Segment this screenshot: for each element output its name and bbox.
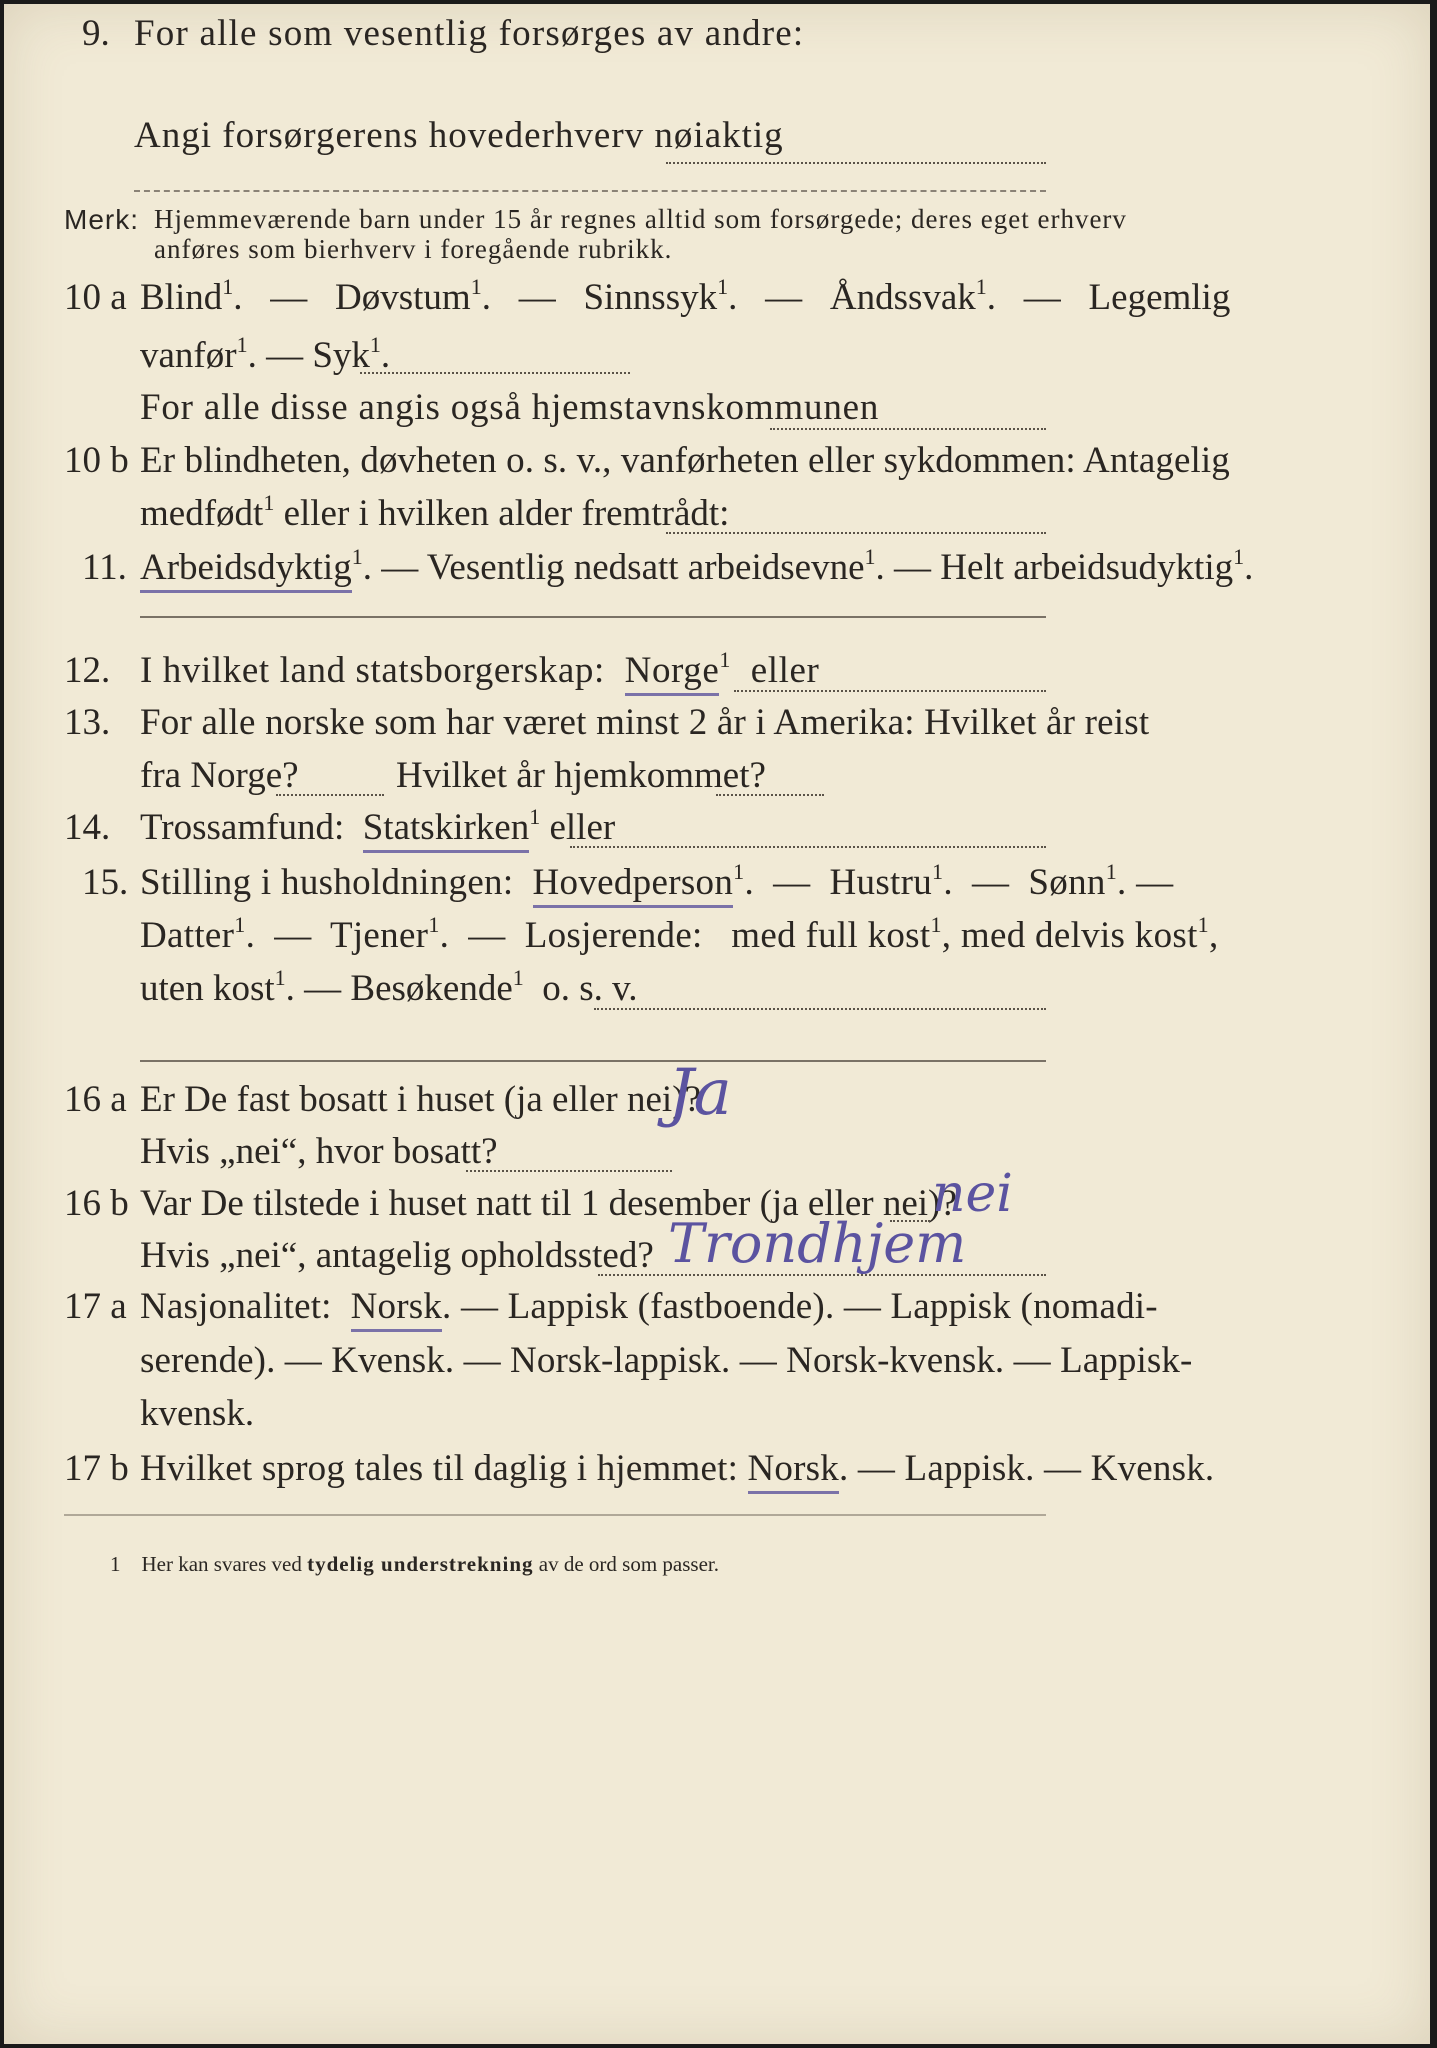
item-number: 17 b: [64, 1448, 129, 1489]
losjerende-label: Losjerende:: [524, 915, 703, 956]
note-line1: Hjemmeværende barn under 15 år regnes alltid som forsørgede; deres eget erhverv: [154, 204, 1127, 234]
q11-line1: Arbeidsdyktig$^1$. — Vesentlig nedsatt arbeidsevne$^1$. — Helt arbeidsudyktig$^1$.: [140, 546, 1253, 589]
q14-line: Trossamfund: Statskirken$^1$ eller: [140, 806, 615, 849]
answer-line: [716, 794, 824, 796]
item-number: 15.: [82, 862, 129, 903]
answer-line: [594, 1008, 1046, 1010]
q15-label: Stilling i husholdningen:: [140, 862, 514, 903]
option-syk[interactable]: Syk: [312, 335, 370, 376]
option-datter[interactable]: Datter: [140, 915, 235, 956]
q10a-line3: For alle disse angis også hjemstavnskommunen: [140, 387, 880, 428]
footnote-emphasis: tydelig understrekning: [307, 1552, 534, 1576]
q10b-line1: Er blindheten, døvheten o. s. v., vanførheten eller sykdommen: Antagelig: [140, 440, 1230, 481]
option-medfodt[interactable]: medfødt: [140, 493, 264, 534]
option-andssvak[interactable]: Åndssvak: [829, 277, 976, 318]
q9-line2: Angi forsørgerens hovederhverv nøiaktig: [134, 115, 784, 156]
option-norsk-underlined[interactable]: Norsk: [351, 1286, 442, 1332]
option-sinnssyk[interactable]: Sinnssyk: [583, 277, 718, 318]
q16a-line2: Hvis „nei“, hvor bosatt?: [140, 1131, 498, 1172]
option-tjener[interactable]: Tjener: [329, 915, 429, 956]
option-norsk-underlined[interactable]: Norsk: [748, 1448, 839, 1494]
option-sonn[interactable]: Sønn: [1028, 862, 1106, 903]
q17b-rest: — Lappisk. — Kvensk.: [857, 1448, 1215, 1489]
answer-line: [770, 428, 1046, 430]
q17a-line1-rest: — Lappisk (fastboende). — Lappisk (nomadi-: [460, 1286, 1158, 1327]
answer-line: [134, 190, 1046, 192]
option-nedsatt[interactable]: Vesentlig nedsatt arbeidsevne: [426, 547, 865, 588]
q10b-line2: medfødt$^1$ eller i hvilken alder fremtrådt:: [140, 490, 730, 534]
handwritten-answer-ja: Ja: [668, 1056, 732, 1130]
q17b-line: Hvilket sprog tales til daglig i hjemmet: Norsk. — Lappisk. — Kvensk.: [140, 1447, 1214, 1490]
option-vanfor[interactable]: vanfør: [140, 335, 237, 376]
item-number: 17 a: [64, 1286, 127, 1327]
q12-label: I hvilket land statsborgerskap:: [140, 650, 605, 691]
handwritten-answer-nei: nei: [932, 1164, 1013, 1224]
footnote-mark: 1: [110, 1552, 121, 1576]
or-label: eller: [750, 650, 820, 691]
option-arbeidsdyktig-underlined[interactable]: Arbeidsdyktig: [140, 547, 352, 593]
q12-line: I hvilket land statsborgerskap: Norge$^1$ eller: [140, 649, 819, 692]
answer-line: [734, 690, 1046, 692]
census-form-page: [4, 4, 1430, 2044]
q15-line2: Datter$^1$. — Tjener$^1$. — Losjerende: med full kost$^1$, med delvis kost$^1$,: [140, 912, 1219, 956]
item-number: 14.: [64, 807, 111, 848]
answer-line: [666, 532, 1046, 534]
answer-line: [466, 1170, 672, 1172]
item-number: 10 a: [64, 277, 127, 318]
footnote: [110, 1552, 719, 1577]
q13-fra-label: fra Norge?: [140, 755, 299, 796]
item-number: 13.: [64, 702, 111, 743]
note-label: Merk:: [64, 204, 139, 235]
q15-line1: Stilling i husholdningen: Hovedperson$^1$. — Hustru$^1$. — Sønn$^1$. —: [140, 861, 1173, 904]
option-delvis-kost[interactable]: med delvis kost: [960, 915, 1198, 956]
q17a-line3: kvensk.: [140, 1393, 255, 1434]
item-number: 9.: [82, 13, 110, 54]
q14-label: Trossamfund:: [140, 807, 345, 848]
answer-line: [276, 794, 384, 796]
answer-line: [360, 372, 630, 374]
option-dovstum[interactable]: Døvstum: [335, 277, 471, 318]
q10b-line2-rest: eller i hvilken alder fremtrådt:: [283, 493, 730, 534]
option-statskirken-underlined[interactable]: Statskirken: [363, 807, 529, 853]
etc-label: o. s. v.: [542, 968, 638, 1009]
item-number: 16 a: [64, 1079, 127, 1120]
q16b-line1: Var De tilstede i huset natt til 1 desember (ja eller nei)?: [140, 1183, 957, 1224]
option-norge-underlined[interactable]: Norge: [625, 650, 720, 696]
q17a-line1: Nasjonalitet: Norsk. — Lappisk (fastboende). — Lappisk (nomadi-: [140, 1285, 1158, 1328]
or-label: eller: [549, 807, 616, 848]
item-number: 12.: [64, 650, 111, 691]
q13-line1: For alle norske som har været minst 2 år i Amerika: Hvilket år reist: [140, 702, 1150, 743]
q9-line1: For alle som vesentlig forsørges av andre:: [134, 13, 805, 54]
option-hovedperson-underlined[interactable]: Hovedperson: [533, 862, 734, 908]
option-legemlig[interactable]: Legemlig: [1088, 277, 1231, 318]
footnote-text-end: av de ord som passer.: [538, 1552, 719, 1576]
answer-line: [666, 162, 1046, 164]
q17a-line2: serende). — Kvensk. — Norsk-lappisk. — Norsk-kvensk. — Lappisk-: [140, 1340, 1193, 1381]
handwritten-answer-trondhjem: Trondhjem: [668, 1212, 967, 1275]
q16a-line1: Er De fast bosatt i huset (ja eller nei)?: [140, 1079, 701, 1120]
q17a-label: Nasjonalitet:: [140, 1286, 332, 1327]
option-full-kost[interactable]: med full kost: [731, 915, 931, 956]
option-besokende[interactable]: Besøkende: [350, 968, 513, 1009]
q15-line3: uten kost$^1$. — Besøkende$^1$ o. s. v.: [140, 965, 638, 1009]
option-ufor[interactable]: Helt arbeidsudyktig: [940, 547, 1234, 588]
q13-hjem-label: Hvilket år hjemkommet?: [396, 755, 766, 796]
q10a-line2: vanfør$^1$. — Syk$^1$.: [140, 332, 391, 376]
q10a-line1: Blind$^1$. — Døvstum$^1$. — Sinnssyk$^1$. — Åndssvak$^1$. — Legemlig: [140, 274, 1231, 318]
answer-line: [140, 1060, 1046, 1062]
option-hustru[interactable]: Hustru: [829, 862, 933, 903]
option-blind[interactable]: Blind: [140, 277, 223, 318]
q16b-line2: Hvis „nei“, antagelig opholdssted?: [140, 1235, 654, 1276]
footnote-text: Her kan svares ved: [141, 1552, 302, 1576]
footnote-divider: [64, 1514, 1046, 1516]
item-number: 10 b: [64, 440, 129, 481]
answer-line: [140, 616, 1046, 618]
q17b-label: Hvilket sprog tales til daglig i hjemmet:: [140, 1448, 739, 1489]
item-number: 16 b: [64, 1183, 129, 1224]
option-uten-kost[interactable]: uten kost: [140, 968, 275, 1009]
note-line2: anføres som bierhverv i foregående rubrikk.: [154, 234, 673, 264]
item-number: 11.: [82, 547, 127, 588]
answer-line: [570, 846, 1046, 848]
